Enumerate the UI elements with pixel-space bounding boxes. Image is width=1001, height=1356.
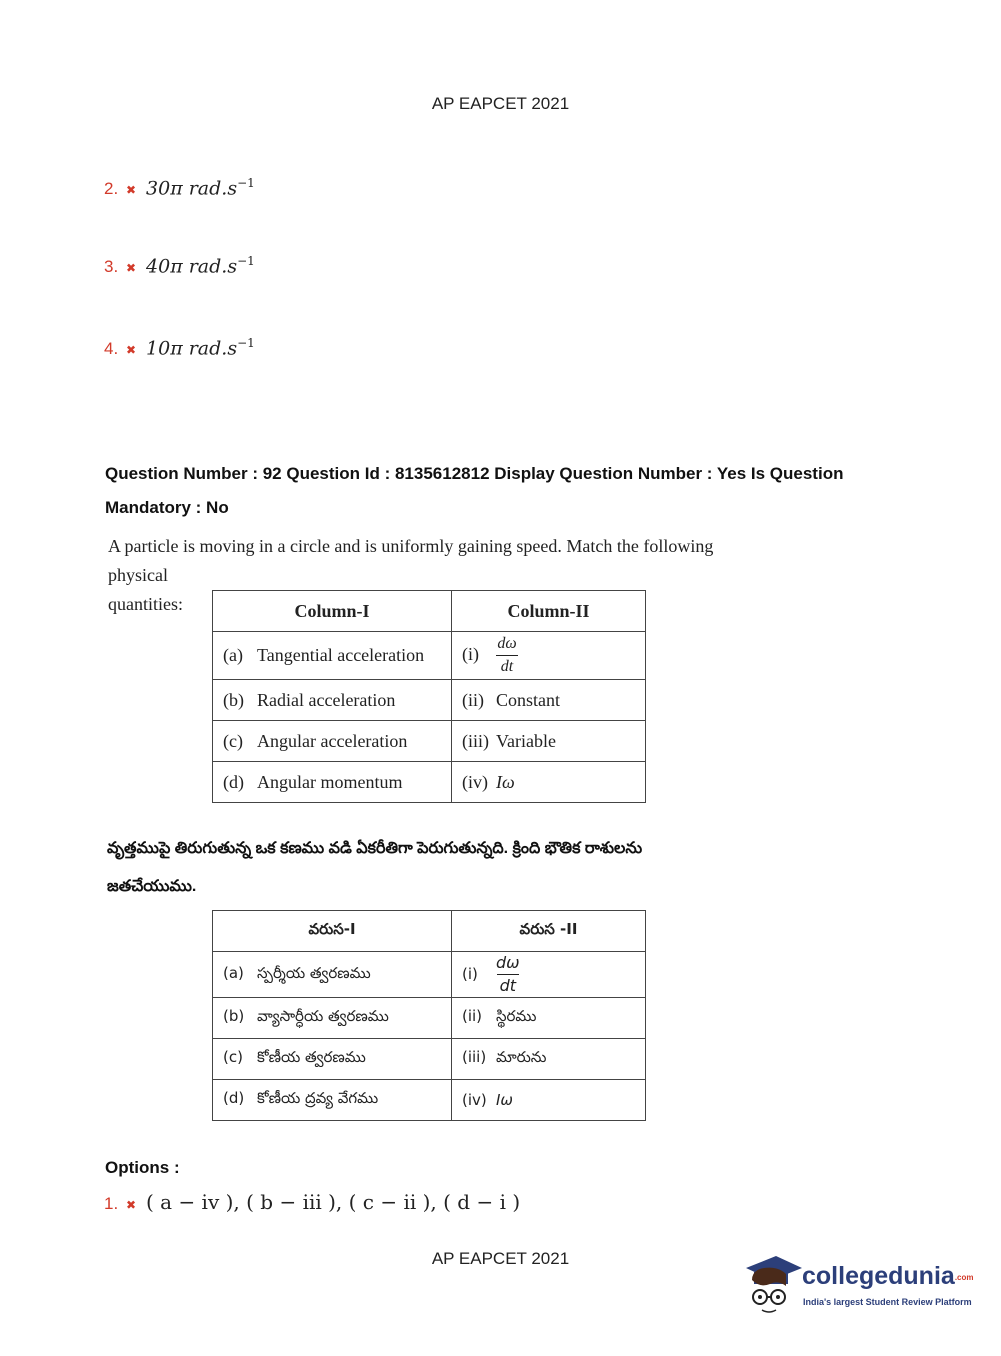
option-math: 30π $rad.s^{-1}$ <box>146 176 255 200</box>
table-row <box>213 1039 646 1080</box>
question-text-telugu <box>107 830 707 906</box>
option-2 <box>104 176 255 199</box>
question-text-line: A particle is moving in a circle and is uniformly gaining speed. Match the following physical <box>108 536 714 585</box>
table-header-row <box>213 911 646 952</box>
option-number: 1. <box>104 1194 119 1213</box>
column-header: Column-II <box>452 591 646 632</box>
table-cell: (ii) Constant <box>452 680 646 721</box>
table-header-row <box>213 591 646 632</box>
table-row <box>213 762 646 803</box>
option-4 <box>104 336 255 359</box>
wrong-mark-icon: ✖ <box>126 343 137 358</box>
table-cell: (i) $\frac{d\omega}{dt}$ <box>452 632 646 680</box>
option-number: 2. <box>104 179 119 199</box>
table-cell: (c) Angular acceleration <box>213 721 452 762</box>
table-cell: (c) కోణీయ త్వరణము <box>213 1039 452 1080</box>
table-cell: (ii) స్థిరము <box>452 998 646 1039</box>
question-text-line: జతచేయుము. <box>107 878 197 895</box>
table-row <box>213 998 646 1039</box>
table-row <box>213 952 646 998</box>
table-cell: (iv) Iω <box>452 1080 646 1121</box>
wrong-mark-icon: ✖ <box>126 183 137 198</box>
fraction: $\frac{d\omega}{dt}$ <box>496 953 520 995</box>
match-table-telugu <box>212 910 646 1121</box>
table-cell: (iii) Variable <box>452 721 646 762</box>
table-row <box>213 632 646 680</box>
collegedunia-mascot-icon <box>742 1250 804 1316</box>
table-cell: (iii) మారును <box>452 1039 646 1080</box>
column-header: Column-I <box>213 591 452 632</box>
logo-tagline: India's largest Student Review Platform <box>803 1297 972 1307</box>
wrong-mark-icon: ✖ <box>126 1198 137 1212</box>
match-table-english <box>212 590 646 803</box>
question-meta-line2: Mandatory : No <box>105 498 229 517</box>
option-math: 40π $rad.s^{-1}$ <box>146 254 255 278</box>
column-header: వరుస-I <box>213 911 452 952</box>
table-cell: (d) Angular momentum <box>213 762 452 803</box>
table-cell: (b) Radial acceleration <box>213 680 452 721</box>
page-header: AP EAPCET 2021 <box>431 94 570 113</box>
question-meta-line1: Question Number : 92 Question Id : 8135612812 Display Question Number : Yes Is Question <box>105 464 844 483</box>
table-cell: (d) కోణీయ ద్రవ్య వేగము <box>213 1080 452 1121</box>
table-row <box>213 680 646 721</box>
option-math: 10π $rad.s^{-1}$ <box>146 336 255 360</box>
question-meta <box>105 457 905 525</box>
wrong-mark-icon: ✖ <box>126 261 137 276</box>
option-number: 3. <box>104 257 119 277</box>
table-cell: (a) Tangential acceleration <box>213 632 452 680</box>
table-cell: (b) వ్యాసార్ధీయ త్వరణము <box>213 998 452 1039</box>
column-header: వరుస -II <box>452 911 646 952</box>
table-cell: (a) స్పర్శీయ త్వరణము <box>213 952 452 998</box>
fraction: $\frac{d\omega}{dt}$ <box>497 635 517 675</box>
logo-wordmark: collegedunia.com <box>802 1262 974 1290</box>
question-text-line: quantities: <box>108 594 183 614</box>
option-3 <box>104 254 255 277</box>
question-text-line: వృత్తముపై తిరుగుతున్న ఒక కణము వడి ఏకరీతిగా పెరుగుతున్నది. క్రింది భౌతిక రాశులను <box>107 840 643 857</box>
options-label: Options : <box>105 1158 180 1177</box>
table-cell: (i) $\frac{d\omega}{dt}$ <box>452 952 646 998</box>
page-footer: AP EAPCET 2021 <box>431 1249 570 1268</box>
table-row <box>213 721 646 762</box>
table-row <box>213 1080 646 1121</box>
option-math: ( a − iv ), ( b − iii ), ( c − ii ), ( d − i ) <box>146 1190 521 1214</box>
option-1 <box>104 1190 520 1214</box>
option-number: 4. <box>104 339 119 359</box>
table-cell: (iv) Iω <box>452 762 646 803</box>
